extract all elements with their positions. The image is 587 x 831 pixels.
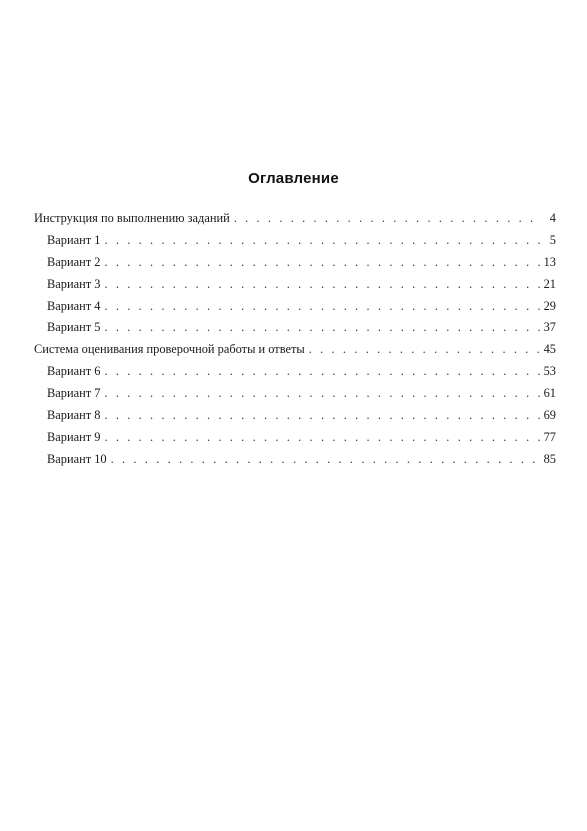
toc-entry-page: 29 xyxy=(543,298,556,313)
toc-dot-leader xyxy=(104,255,540,270)
toc-entry-label: Вариант 8 xyxy=(47,408,101,423)
toc-dot-leader xyxy=(104,386,540,401)
toc-dot-leader xyxy=(104,408,540,423)
toc-entry-label: Вариант 4 xyxy=(47,298,101,313)
toc-dot-leader xyxy=(104,277,540,292)
toc-entry-page: 4 xyxy=(549,211,556,225)
toc-entry-label: Вариант 10 xyxy=(47,451,107,466)
toc-entry[interactable] xyxy=(34,452,556,474)
toc-entry-page: 5 xyxy=(549,232,556,247)
toc-entry-page: 37 xyxy=(543,320,556,335)
toc-dot-leader xyxy=(104,364,540,379)
toc-entry[interactable] xyxy=(34,211,556,233)
toc-entry[interactable] xyxy=(34,233,556,255)
toc-entry-page: 45 xyxy=(543,342,556,357)
toc-entry-label: Вариант 5 xyxy=(47,320,101,335)
toc-entry[interactable] xyxy=(34,408,556,430)
toc-entry[interactable] xyxy=(34,342,556,364)
toc-entry[interactable] xyxy=(34,299,556,321)
table-of-contents xyxy=(34,211,556,474)
toc-entry-label: Вариант 3 xyxy=(47,276,101,291)
toc-entry-page: 53 xyxy=(543,364,556,379)
toc-entry-page: 69 xyxy=(543,408,556,423)
toc-entry-page: 77 xyxy=(543,429,556,444)
toc-entry[interactable] xyxy=(34,277,556,299)
toc-entry-page: 61 xyxy=(543,386,556,401)
toc-entry-label: Вариант 9 xyxy=(47,429,101,444)
toc-entry-label: Вариант 7 xyxy=(47,386,101,401)
toc-dot-leader xyxy=(104,430,540,445)
toc-dot-leader xyxy=(104,320,540,335)
toc-entry-label: Инструкция по выполнению заданий xyxy=(34,211,230,225)
toc-entry[interactable] xyxy=(34,364,556,386)
toc-dot-leader xyxy=(309,342,541,357)
toc-entry-page: 85 xyxy=(543,451,556,466)
toc-entry-label: Вариант 1 xyxy=(47,232,101,247)
toc-entry-label: Вариант 2 xyxy=(47,254,101,269)
toc-entry[interactable] xyxy=(34,255,556,277)
toc-entry-label: Вариант 6 xyxy=(47,364,101,379)
toc-entry-page: 21 xyxy=(543,276,556,291)
toc-entry-page: 13 xyxy=(543,254,556,269)
toc-entry[interactable] xyxy=(34,320,556,342)
toc-entry-label: Система оценивания проверочной работы и ответы xyxy=(34,342,305,357)
toc-dot-leader xyxy=(234,211,541,226)
toc-dot-leader xyxy=(104,299,540,314)
page-title: Оглавление xyxy=(248,170,339,187)
toc-dot-leader xyxy=(111,452,541,467)
toc-dot-leader xyxy=(104,233,541,248)
toc-entry[interactable] xyxy=(34,430,556,452)
toc-entry[interactable] xyxy=(34,386,556,408)
